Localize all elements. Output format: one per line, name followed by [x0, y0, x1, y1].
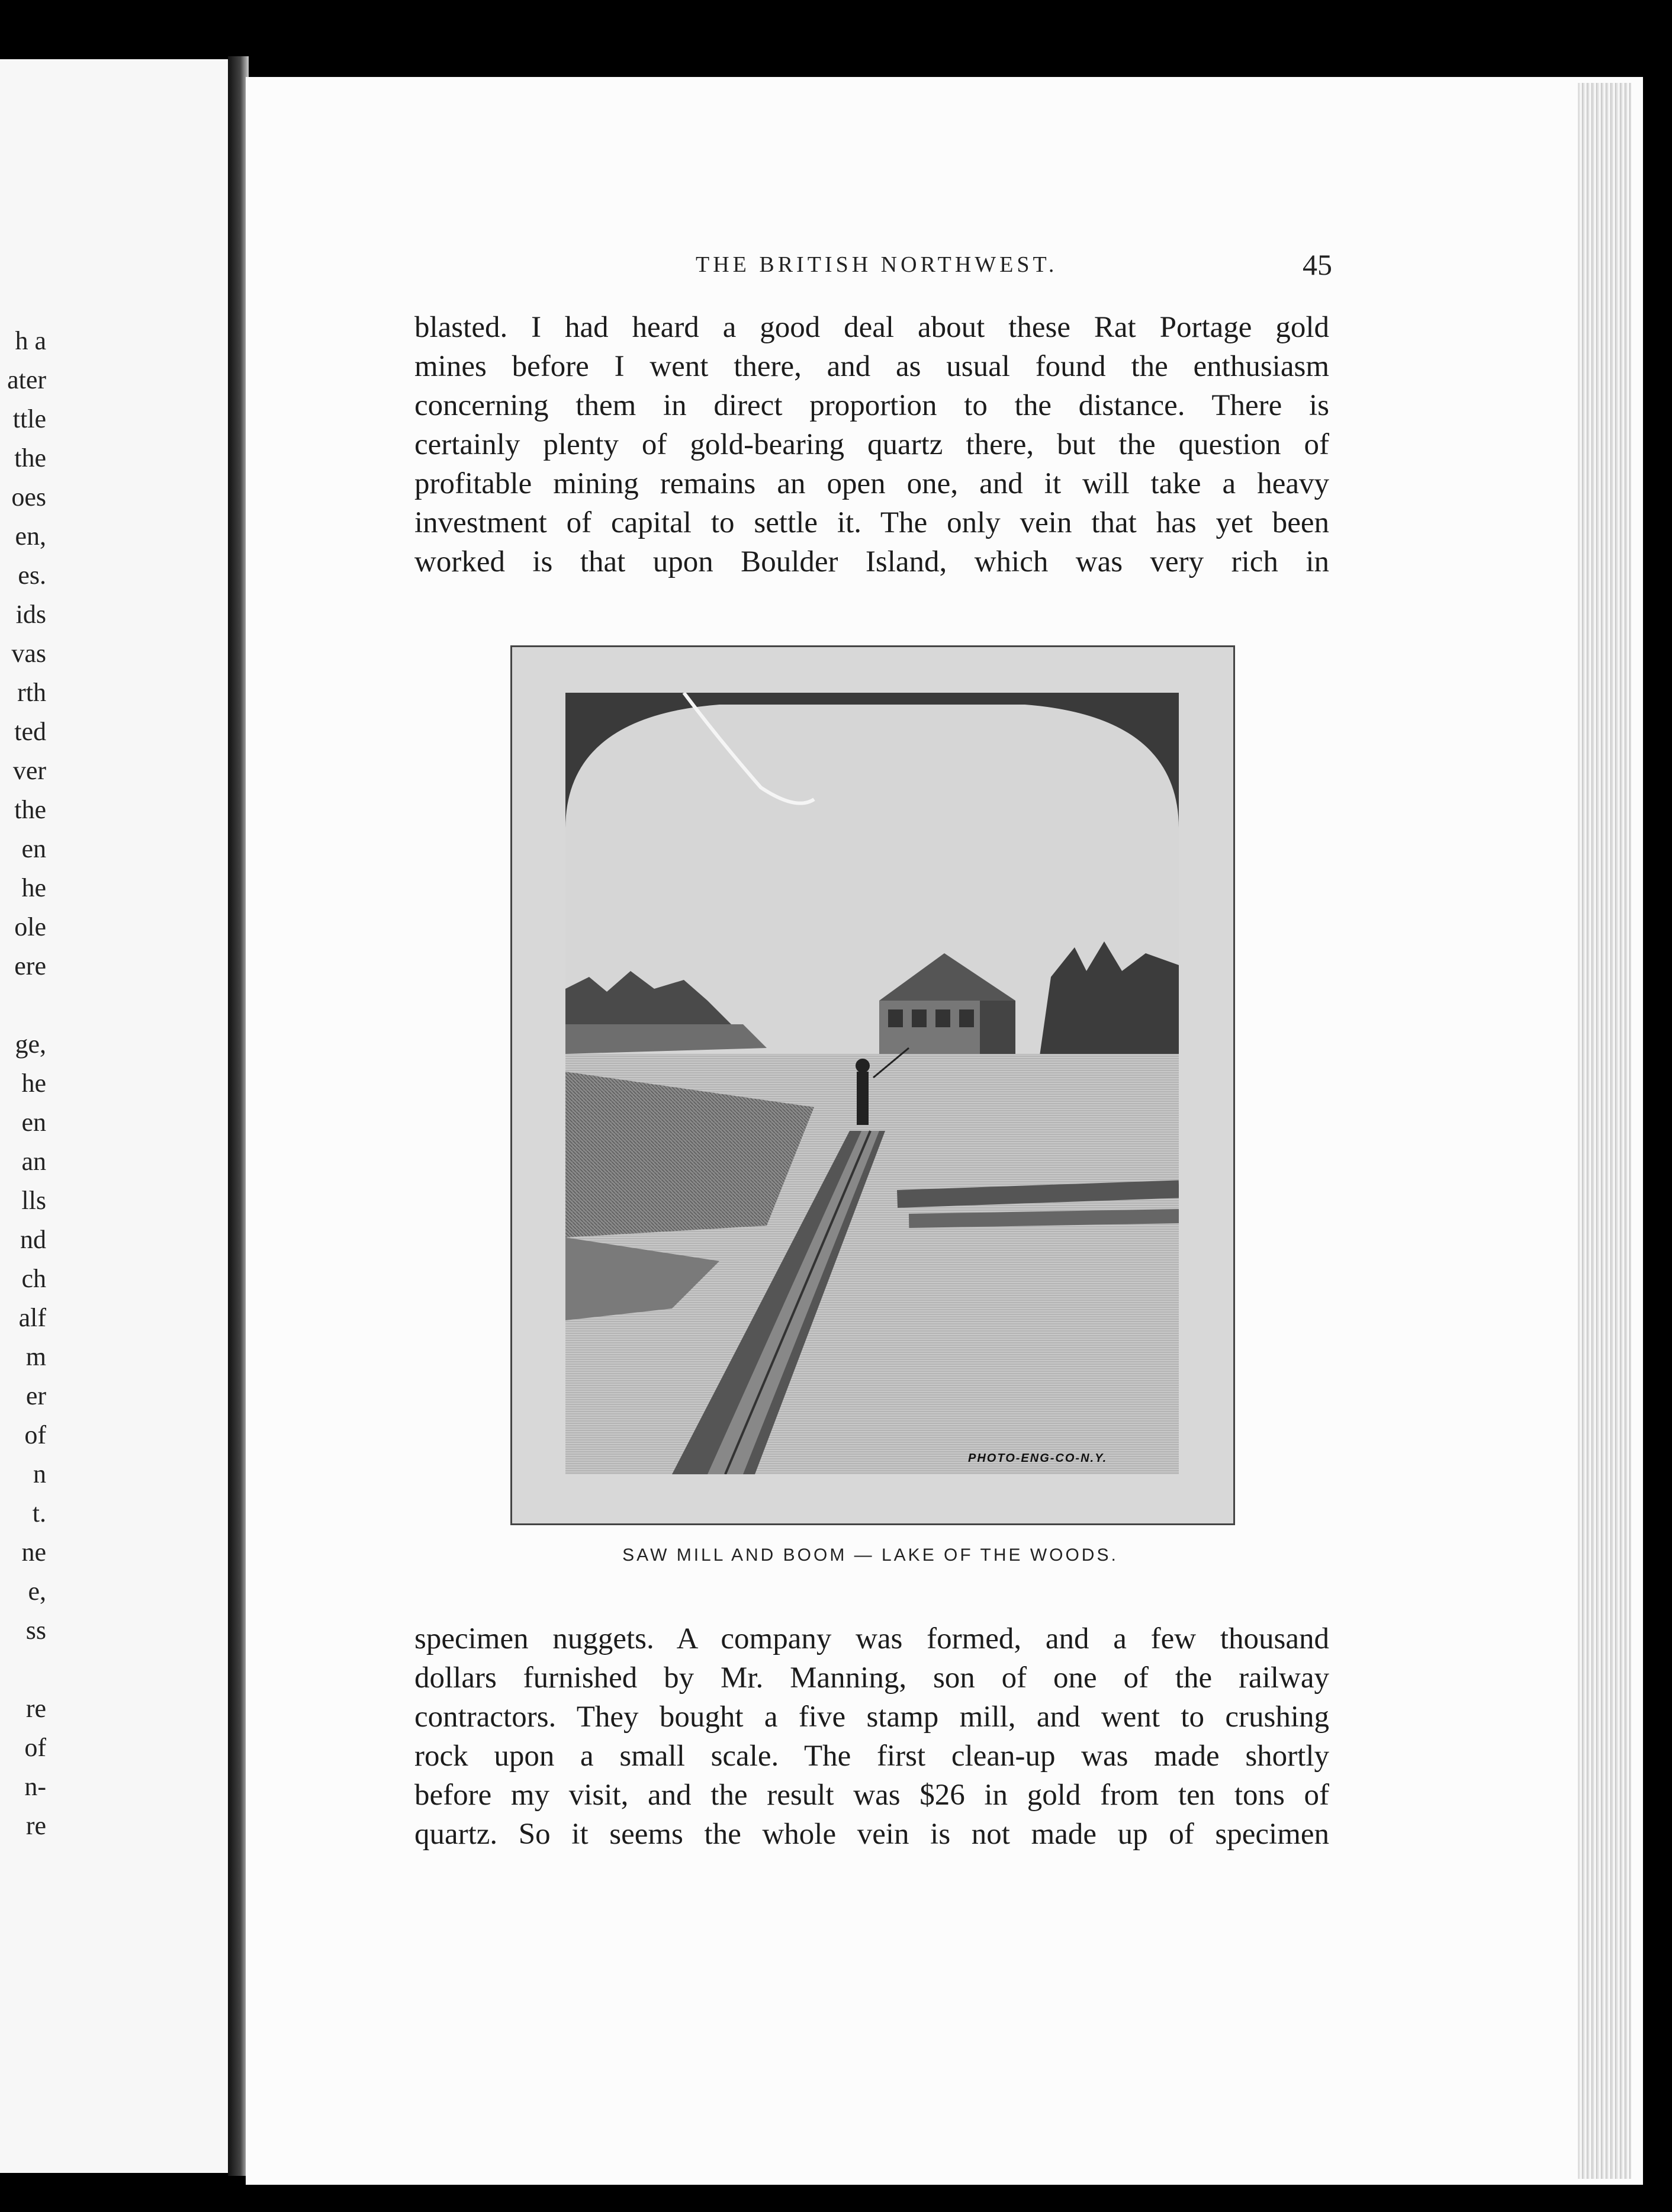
left-page-text-fragment: ttle [12, 404, 46, 433]
scan-background [0, 0, 1672, 83]
body-text-line: concerning them in direct proportion to the distance. There is [414, 389, 1329, 422]
engraver-credit: PHOTO-ENG-CO-N.Y. [968, 1452, 1108, 1465]
left-page-text-fragment: ole [14, 912, 46, 941]
left-page-text-fragment: ss [25, 1616, 46, 1645]
left-page-text-fragment: ver [12, 756, 46, 785]
body-text-line: blasted. I had heard a good deal about these Rat Portage gold [414, 311, 1329, 344]
left-page-text-fragment: m [25, 1342, 46, 1371]
left-page-text-fragment: ch [21, 1264, 46, 1293]
left-page-fragment [0, 59, 231, 2173]
body-text-line: before my visit, and the result was $26 in gold from ten tons of [414, 1779, 1329, 1812]
body-text-line: investment of capital to settle it. The only vein that has yet been [414, 506, 1329, 539]
left-page-text-fragment: oes [11, 483, 46, 512]
left-page-text-fragment: re [25, 1694, 46, 1723]
left-page-text-fragment: an [21, 1147, 46, 1176]
left-page-text-fragment: e, [28, 1577, 46, 1606]
left-page-text-fragment: ids [15, 600, 46, 629]
body-text-line: dollars furnished by Mr. Manning, son of one of the railway [414, 1661, 1329, 1695]
left-page-text-fragment: vas [11, 639, 46, 668]
left-page-text-fragment: the [14, 795, 46, 824]
body-text-line: rock upon a small scale. The first clean-up was made shortly [414, 1740, 1329, 1773]
left-page-text-fragment: en [21, 1108, 46, 1137]
left-page-text-fragment: ere [14, 951, 46, 980]
left-page-text-fragment: of [24, 1733, 46, 1762]
body-text-line: certainly plenty of gold-bearing quartz there, but the question of [414, 428, 1329, 461]
body-text-line: worked is that upon Boulder Island, which was very rich in [414, 545, 1329, 578]
page-edges [1578, 83, 1631, 2179]
left-page-text-fragment: alf [18, 1303, 46, 1332]
left-page-text-fragment: rth [17, 678, 46, 707]
body-text-line: mines before I went there, and as usual found the enthusiasm [414, 350, 1329, 383]
left-page-text-fragment: he [21, 873, 46, 902]
left-page-text-fragment: of [24, 1420, 46, 1449]
paragraph-bottom [414, 1619, 1329, 1854]
left-page-text-fragment: er [25, 1381, 46, 1410]
running-head: THE BRITISH NORTHWEST. [696, 252, 1058, 277]
left-page-text-fragment: n [33, 1459, 46, 1488]
left-page-text-fragment: he [21, 1069, 46, 1098]
left-page-text-fragment: t. [32, 1499, 46, 1528]
body-text-line: contractors. They bought a five stamp mill, and went to crushing [414, 1700, 1329, 1734]
illustration-photo [565, 693, 1179, 1474]
left-page-text-fragment: ge, [15, 1030, 46, 1059]
body-text-line: quartz. So it seems the whole vein is not made up of specimen [414, 1818, 1329, 1851]
left-page-text-fragment: re [25, 1811, 46, 1840]
illustration-caption: SAW MILL AND BOOM — LAKE OF THE WOODS. [622, 1545, 1118, 1565]
left-page-text-fragment: the [14, 443, 46, 472]
body-text-line: profitable mining remains an open one, and it will take a heavy [414, 467, 1329, 500]
paragraph-top [414, 308, 1329, 581]
left-page-text-fragment: nd [20, 1225, 46, 1254]
left-page-text-fragment: n- [24, 1772, 46, 1801]
saw-mill-engraving [565, 693, 1179, 1474]
body-text-line: specimen nuggets. A company was formed, and a few thousand [414, 1622, 1329, 1655]
left-page-text-fragment: h a [15, 326, 46, 355]
left-page-text-fragment: es. [18, 561, 46, 590]
left-page-text-fragment: en [21, 834, 46, 863]
page-number: 45 [1303, 248, 1332, 281]
left-page-text-fragment: lls [21, 1186, 46, 1215]
left-page-text-fragment: ted [14, 717, 46, 746]
left-page-text-fragment: en, [15, 522, 46, 551]
left-page-text-fragment: ne [21, 1538, 46, 1567]
left-page-text-fragment: ater [7, 365, 46, 394]
